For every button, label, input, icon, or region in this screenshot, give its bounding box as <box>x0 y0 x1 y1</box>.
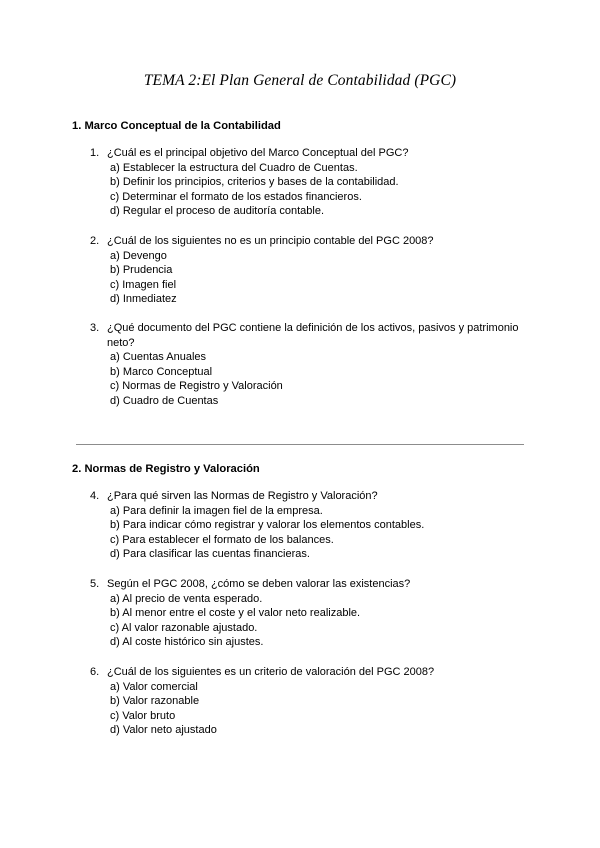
answer-option: a) Cuentas Anuales <box>110 351 207 364</box>
question-5 <box>90 577 530 650</box>
answer-option: c) Al valor razonable ajustado. <box>110 621 258 634</box>
answer-options <box>90 504 530 562</box>
question-number: 4. <box>90 490 100 502</box>
answer-option: c) Valor bruto <box>110 709 176 722</box>
question-2 <box>90 234 530 307</box>
answer-option: c) Imagen fiel <box>110 278 177 291</box>
answer-options <box>90 161 530 219</box>
answer-option: d) Regular el proceso de auditoría contable. <box>110 205 325 218</box>
answer-option: b) Prudencia <box>110 264 173 277</box>
question-text: ¿Para qué sirven las Normas de Registro y Valoración? <box>107 490 378 502</box>
question-number: 5. <box>90 578 100 590</box>
answer-option: d) Al coste histórico sin ajustes. <box>110 636 264 649</box>
question-6 <box>90 665 530 738</box>
question-4 <box>90 489 530 562</box>
answer-option: b) Definir los principios, criterios y bases de la contabilidad. <box>110 176 399 189</box>
question-text: Según el PGC 2008, ¿cómo se deben valorar las existencias? <box>107 578 411 590</box>
question-text: ¿Cuál de los siguientes no es un principio contable del PGC 2008? <box>107 235 434 247</box>
question-number: 2. <box>90 235 100 247</box>
answer-option: a) Establecer la estructura del Cuadro de Cuentas. <box>110 161 358 174</box>
answer-option: d) Valor neto ajustado <box>110 724 217 737</box>
answer-option: c) Normas de Registro y Valoración <box>110 380 283 393</box>
answer-option: a) Para definir la imagen fiel de la empresa. <box>110 504 323 517</box>
answer-option: b) Al menor entre el coste y el valor neto realizable. <box>110 607 361 620</box>
section-heading-normas-registro: 2. Normas de Registro y Valoración <box>72 463 260 475</box>
question-number: 6. <box>90 666 100 678</box>
question-1 <box>90 146 530 219</box>
answer-option: d) Cuadro de Cuentas <box>110 394 219 407</box>
answer-option: b) Para indicar cómo registrar y valorar los elementos contables. <box>110 519 425 532</box>
section-divider <box>76 444 524 445</box>
answer-option: c) Para establecer el formato de los balances. <box>110 533 334 546</box>
question-number: 3. <box>90 322 100 334</box>
question-number: 1. <box>90 147 100 159</box>
section-heading-marco-conceptual: 1. Marco Conceptual de la Contabilidad <box>72 120 281 132</box>
answer-options <box>90 350 530 408</box>
answer-option: c) Determinar el formato de los estados financieros. <box>110 190 362 203</box>
answer-option: a) Valor comercial <box>110 680 198 693</box>
answer-option: a) Devengo <box>110 249 167 262</box>
answer-option: d) Para clasificar las cuentas financieras. <box>110 548 310 561</box>
answer-options <box>90 592 530 650</box>
answer-options <box>90 680 530 738</box>
answer-option: b) Valor razonable <box>110 695 200 708</box>
answer-option: b) Marco Conceptual <box>110 365 213 378</box>
question-text: ¿Cuál es el principal objetivo del Marco Conceptual del PGC? <box>107 147 409 159</box>
answer-options <box>90 249 530 307</box>
question-text: ¿Cuál de los siguientes es un criterio de valoración del PGC 2008? <box>107 666 435 678</box>
question-text: ¿Qué documento del PGC contiene la definición de los activos, pasivos y patrimonio neto? <box>107 322 519 349</box>
question-3 <box>90 321 530 409</box>
answer-option: a) Al precio de venta esperado. <box>110 592 263 605</box>
page-title: TEMA 2:El Plan General de Contabilidad (PGC) <box>143 72 457 89</box>
answer-option: d) Inmediatez <box>110 293 177 306</box>
